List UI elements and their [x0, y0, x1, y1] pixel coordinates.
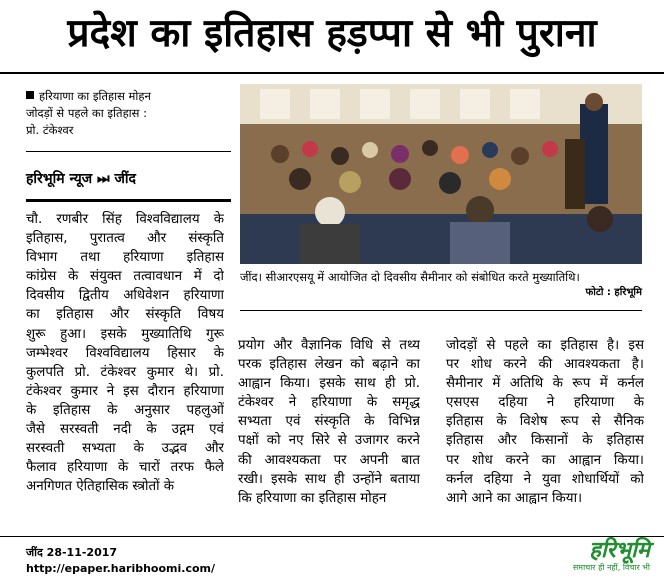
summary-box	[26, 88, 231, 139]
article-line: इतिहास के विशेष रूप से सैनिक	[446, 414, 644, 430]
footer-rule	[0, 536, 664, 537]
article-line: आह्वान किया। इसके साथ ही प्रो.	[238, 376, 420, 392]
photo-caption	[240, 270, 642, 298]
edition-date: जींद 28-11-2017	[26, 546, 118, 559]
article-line: का इतिहास और संस्कृति विषय	[26, 307, 224, 323]
article-line: कुलपति प्रो. टंकेश्वर कुमार थे। प्रो.	[26, 364, 224, 380]
headline: प्रदेश का इतिहास हड़प्पा से भी पुराना	[67, 11, 597, 56]
bullet-square-icon	[26, 91, 34, 99]
byline-rule	[26, 199, 231, 202]
article-column-right	[446, 336, 644, 508]
article-line: जम्भेश्वर विश्वविद्यालय हिसार के	[26, 345, 224, 361]
article-line: कर्नल दहिया ने युवा शोधार्थियों को	[446, 471, 644, 487]
article-line: सरस्वती सभ्यता के उद्भव और	[26, 441, 224, 457]
article-line: टंकेश्वर ने हरियाणा के समृद्ध	[238, 395, 420, 411]
headline-rule	[0, 72, 664, 74]
byline: हरिभूमि न्यूज ⏭ जींद	[26, 171, 136, 187]
article-line: रखी। इसके साथ ही उन्होंने बताया	[238, 471, 420, 487]
logo-name: हरिभूमि	[589, 538, 650, 563]
article-line: सैमीनार में अतिथि के रूप में कर्नल	[446, 376, 644, 392]
article-line: पर शोध करने का आह्वान किया।	[446, 452, 644, 468]
article-line: दिवसीय द्वितीय अधिवेशन हरियाणा	[26, 288, 224, 304]
article-line: कि हरियाणा का इतिहास मोहन	[238, 490, 387, 506]
logo-tagline: समाचार ही नहीं, विचार भी	[572, 563, 650, 572]
caption-text: जींद। सीआरएसयू में आयोजित दो दिवसीय सैमीनार को संबोधित करते मुख्यातिथि।	[240, 270, 580, 284]
article-line: इतिहास और किसानों के इतिहास	[446, 433, 644, 449]
article-line: कांग्रेस के संयुक्त तत्वावधान में दो	[26, 269, 224, 285]
article-line: परक इतिहास लेखन को बढ़ाने का	[238, 357, 420, 373]
article-line: जैसे सरस्वती नदी के उद्गम एवं	[26, 422, 224, 438]
article-line: पर शोध करने की आवश्यकता है।	[446, 357, 644, 373]
epaper-url[interactable]: http://epaper.haribhoomi.com/	[26, 562, 216, 575]
article-line: फैलाव हरियाणा के चारों तरफ फैले	[26, 460, 224, 476]
seminar-photo	[240, 84, 642, 264]
article-line: सभ्यता एवं संस्कृति के विभिन्न	[238, 414, 420, 430]
seminar-photo-illustration	[240, 84, 642, 264]
article-line: एसएस दहिया ने हरियाणा के	[446, 395, 644, 411]
article-column-middle	[238, 336, 420, 508]
article-line: चौ. रणबीर सिंह विश्वविद्यालय के	[26, 212, 224, 227]
article-line: टंकेश्वर कुमार ने इस दौरान हरियाणा	[26, 383, 224, 399]
caption-rule	[240, 310, 642, 311]
article-line: अनगिणत ऐतिहासिक स्त्रोतों के	[26, 479, 175, 495]
summary-line: हरियाणा का इतिहास मोहन	[39, 89, 151, 103]
summary-line: जोदड़ों से पहले का इतिहास :	[26, 106, 147, 120]
summary-rule	[26, 151, 231, 152]
article-line: की आवश्यकता पर अपनी बात	[238, 452, 420, 468]
haribhoomi-logo	[520, 540, 650, 573]
article-line: के इतिहास के अनुसार पहलुओं	[26, 402, 224, 418]
article-column-left	[26, 210, 224, 496]
summary-author: प्रो. टंकेश्वर	[26, 123, 74, 137]
article-line: शुरू हुआ। इसके मुख्यातिथि गुरू	[26, 326, 224, 342]
photo-credit: फोटो : हरिभूमि	[585, 287, 642, 298]
article-line: आगे आने का आह्वान किया।	[446, 490, 583, 506]
article-line: विभाग तथा हरियाणा इतिहास	[26, 250, 224, 266]
article-line: इतिहास, पुरातत्व और संस्कृति	[26, 231, 224, 247]
article-line: प्रयोग और वैज्ञानिक विधि से तथ्य	[238, 338, 420, 353]
article-line: पक्षों को नए सिरे से उजागर करने	[238, 433, 420, 449]
article-line: जोदड़ों से पहले का इतिहास है। इस	[446, 338, 644, 353]
